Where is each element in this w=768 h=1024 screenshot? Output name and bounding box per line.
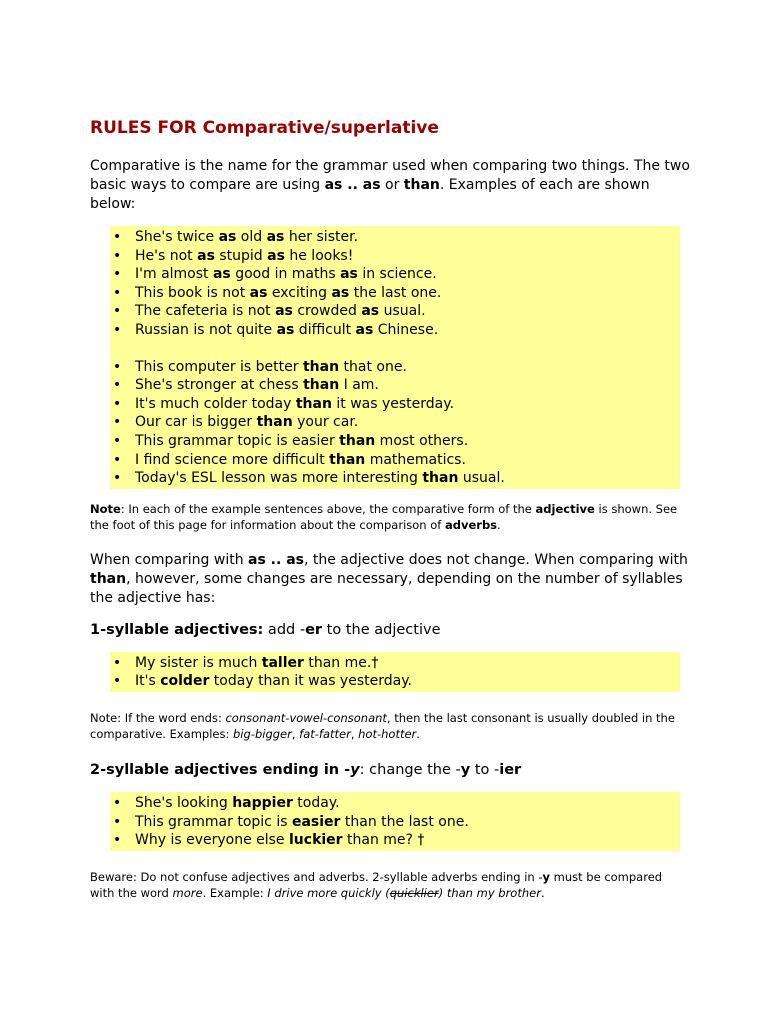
one-syllable-examples-box xyxy=(110,652,680,692)
examples-box xyxy=(110,226,680,489)
list-item: • This book is not as exciting as the last one. xyxy=(135,284,680,303)
two-syllable-examples-list xyxy=(110,794,680,850)
list-item: • She's looking happier today. xyxy=(135,794,680,813)
intro-paragraph: Comparative is the name for the grammar used when comparing two things. The two basic ways to compare are using as .. as or than. Examples of each are shown below: xyxy=(90,158,690,212)
list-item: • He's not as stupid as he looks! xyxy=(135,247,680,266)
page-title: RULES FOR Comparative/superlative xyxy=(90,118,439,138)
list-item: • She's twice as old as her sister. xyxy=(135,228,680,247)
doubling-note: Note: If the word ends: consonant-vowel-consonant, then the last consonant is usually doubled in the comparative. Examples: big-bigger, fat-fatter, hot-hotter. xyxy=(90,710,675,741)
document-page xyxy=(90,117,690,913)
one-syllable-heading: 1-syllable adjectives: add -er to the adjective xyxy=(90,621,441,638)
list-item: • I'm almost as good in maths as in science. xyxy=(135,265,680,284)
list-item: • The cafeteria is not as crowded as usual. xyxy=(135,302,680,321)
than-examples-list xyxy=(110,358,680,488)
list-item: • It's colder today than it was yesterday. xyxy=(135,672,680,691)
list-item: • She's stronger at chess than I am. xyxy=(135,376,680,395)
list-item: • Today's ESL lesson was more interesting than usual. xyxy=(135,469,680,488)
list-item: • Russian is not quite as difficult as Chinese. xyxy=(135,321,680,340)
adjective-note: Note: In each of the example sentences above, the comparative form of the adjective is shown. See the foot of this page for information about the comparison of adverbs. xyxy=(90,501,678,532)
list-item: • Why is everyone else luckier than me? † xyxy=(135,831,680,850)
list-item: • This grammar topic is easier than the last one. xyxy=(135,813,680,832)
list-item: • This computer is better than that one. xyxy=(135,358,680,377)
list-item: • My sister is much taller than me.† xyxy=(135,654,680,673)
comparison-paragraph: When comparing with as .. as, the adjective does not change. When comparing with than, however, some changes are necessary, depending on the number of syllables the adjective has: xyxy=(90,551,688,606)
list-item: • This grammar topic is easier than most others. xyxy=(135,432,680,451)
adverb-warning-note: Beware: Do not confuse adjectives and adverbs. 2-syllable adverbs ending in -y must be compared with the word more. Example: I drive more quickly (quicklier) than my brother. xyxy=(90,869,663,900)
as-examples-list xyxy=(110,228,680,340)
two-syllable-heading: 2-syllable adjectives ending in -y: change the -y to -ier xyxy=(90,761,522,778)
list-item: • Our car is bigger than your car. xyxy=(135,413,680,432)
list-item: • It's much colder today than it was yesterday. xyxy=(135,395,680,414)
list-item: • I find science more difficult than mathematics. xyxy=(135,451,680,470)
two-syllable-examples-box xyxy=(110,792,680,851)
one-syllable-examples-list xyxy=(110,654,680,691)
